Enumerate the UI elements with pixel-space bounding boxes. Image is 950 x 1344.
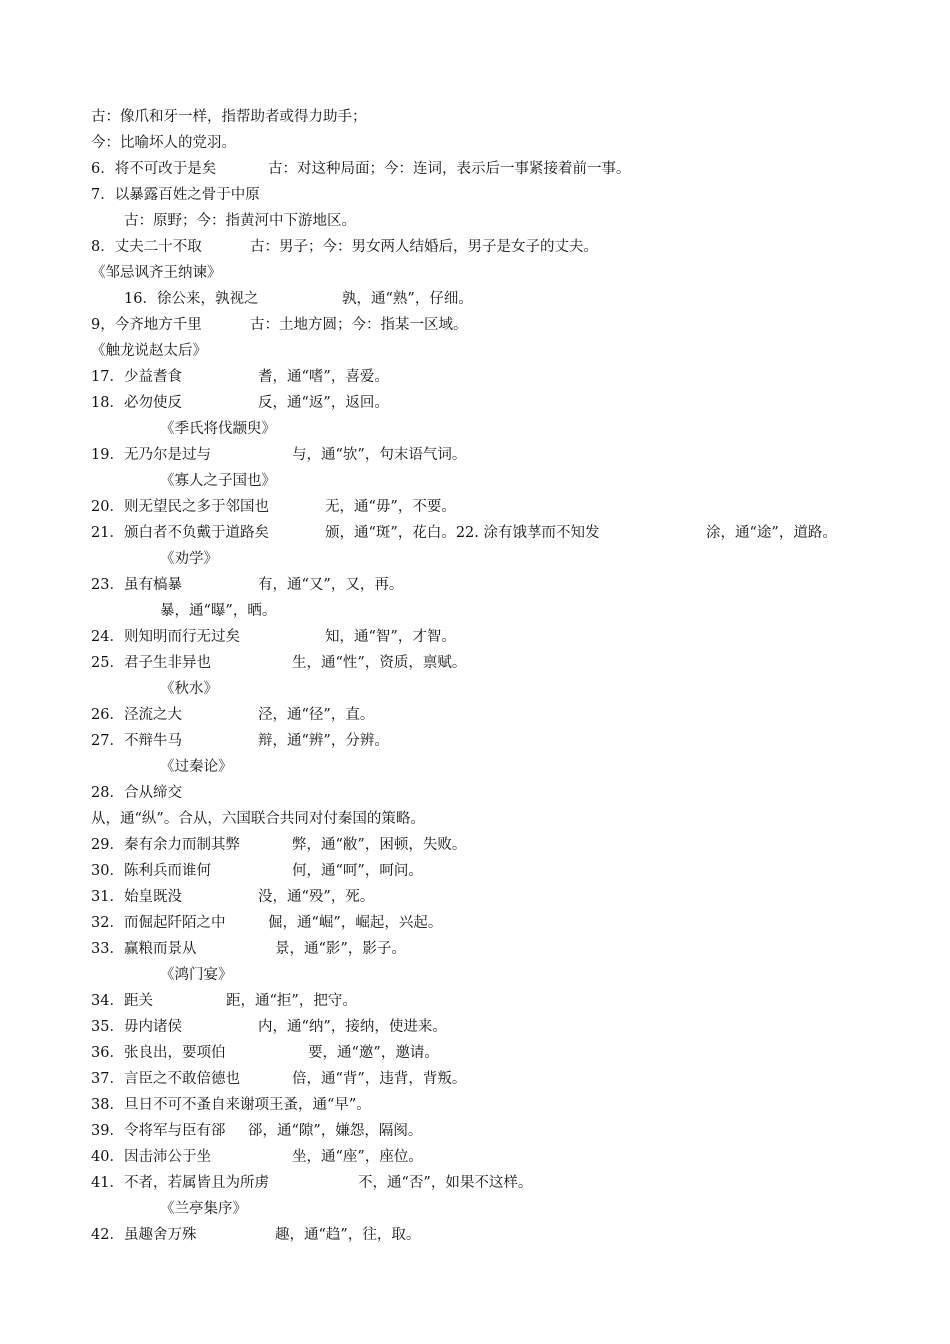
entry-text: 42．虽趣舍万殊	[91, 1227, 197, 1243]
entry-text: 41．不者，若属皆且为所虏	[91, 1175, 269, 1191]
entry-text: 29．秦有余力而制其弊	[91, 837, 240, 853]
entry-text: 《兰亭集序》	[160, 1201, 247, 1217]
entry-text: 19．无乃尔是过与	[91, 447, 211, 463]
entry-text: 18．必勿使反	[91, 395, 182, 411]
entry-text: 39．令将军与臣有郤	[91, 1123, 226, 1139]
entry-text: 23．虽有槁暴	[91, 577, 182, 593]
entry-text: 24．则知明而行无过矣	[91, 629, 240, 645]
entry-text: 35．毋内诸侯	[91, 1019, 182, 1035]
entry-annotation: 与，通“欤”，句末语气词。	[292, 447, 467, 463]
entry-text: 38．旦日不可不蚤自来谢项王蚤，通“早”。	[91, 1097, 371, 1113]
entry-annotation: 耆，通“嗜”，喜爱。	[258, 369, 389, 385]
entry-annotation: 无，通“毋”，不要。	[325, 499, 456, 515]
entry-annotation: 弊，通“敝”，困顿，失败。	[292, 837, 467, 853]
entry-annotation: 景，通“影”，影子。	[275, 941, 406, 957]
entry-annotation: 孰，通“熟”，仔细。	[342, 291, 473, 307]
entry-text: 古：像爪和牙一样，指帮助者或得力助手；	[91, 109, 367, 125]
entry-text: 30．陈利兵而谁何	[91, 863, 211, 879]
entry-annotation: 古：土地方圆；今：指某一区域。	[250, 317, 468, 333]
entry-text: 31．始皇既没	[91, 889, 182, 905]
entry-annotation: 泾，通“径”，直。	[258, 707, 375, 723]
entry-annotation: 趣，通“趋”，往，取。	[275, 1227, 421, 1243]
entry-text: 从，通“纵”。合从，六国联合共同对付秦国的策略。	[91, 811, 425, 827]
entry-annotation: 坐，通“座”，座位。	[292, 1149, 423, 1165]
entry-annotation: 倍，通“背”，违背，背叛。	[292, 1071, 467, 1087]
entry-text: 《劝学》	[160, 551, 218, 567]
entry-annotation: 古：对这种局面；今：连词，表示后一事紧接着前一事。	[268, 161, 631, 177]
entry-text: 32．而倔起阡陌之中	[91, 915, 226, 931]
entry-text: 《季氏将伐颛臾》	[160, 421, 276, 437]
entry-annotation: 反，通“返”，返回。	[258, 395, 389, 411]
entry-text: 古：原野；今：指黄河中下游地区。	[124, 213, 356, 229]
entry-annotation: 古：男子；今：男女两人结婚后，男子是女子的丈夫。	[250, 239, 598, 255]
entry-text: 25．君子生非异也	[91, 655, 211, 671]
entry-text: 《触龙说赵太后》	[91, 343, 207, 359]
entry-text: 37．言臣之不敢倍德也	[91, 1071, 240, 1087]
entry-text: 17．少益耆食	[91, 369, 182, 385]
entry-text: 26．泾流之大	[91, 707, 182, 723]
entry-annotation: 要，通“邀”，邀请。	[308, 1045, 439, 1061]
entry-annotation: 知，通“智”，才智。	[325, 629, 456, 645]
entry-annotation: 倔，通“崛”，崛起，兴起。	[268, 915, 443, 931]
entry-text: 33．赢粮而景从	[91, 941, 197, 957]
entry-annotation: 内，通“纳”，接纳，使进来。	[258, 1019, 447, 1035]
entry-text: 《寡人之子国也》	[160, 473, 276, 489]
entry-text: 《邹忌讽齐王纳谏》	[91, 265, 222, 281]
entry-text: 20．则无望民之多于邻国也	[91, 499, 269, 515]
entry-text: 16．徐公来，孰视之	[124, 291, 259, 307]
entry-text: 暴，通“曝”，晒。	[160, 603, 277, 619]
entry-annotation: 郤，通“隙”，嫌怨，隔阂。	[248, 1123, 423, 1139]
entry-annotation: 不，通“否”，如果不这样。	[358, 1175, 533, 1191]
entry-text: 《鸿门宴》	[160, 967, 233, 983]
entry-annotation: 颁，通“斑”，花白。22. 涂有饿莩而不知发	[325, 525, 600, 541]
entry-text: 《秋水》	[160, 681, 218, 697]
entry-text: 今：比喻坏人的党羽。	[91, 135, 236, 151]
entry-annotation: 何，通“呵”，呵问。	[292, 863, 423, 879]
entry-text: 21．颁白者不负戴于道路矣	[91, 525, 269, 541]
entry-annotation: 没，通“殁”，死。	[258, 889, 375, 905]
entry-annotation: 有，通“又”，又，再。	[258, 577, 404, 593]
entry-text: 27．不辩牛马	[91, 733, 182, 749]
entry-text: 40．因击沛公于坐	[91, 1149, 211, 1165]
entry-annotation: 生，通“性”，资质，禀赋。	[292, 655, 467, 671]
entry-text: 6．将不可改于是矣	[91, 161, 217, 177]
entry-text: 8．丈夫二十不取	[91, 239, 202, 255]
entry-text: 28．合从缔交	[91, 785, 182, 801]
entry-annotation: 辩，通“辨”，分辨。	[258, 733, 389, 749]
entry-text: 7．以暴露百姓之骨于中原	[91, 187, 260, 203]
entry-text: 36．张良出，要项伯	[91, 1045, 226, 1061]
entry-text: 34．距关	[91, 993, 153, 1009]
entry-annotation: 涂，通“途”，道路。	[706, 525, 837, 541]
entry-text: 9，今齐地方千里	[91, 317, 202, 333]
entry-annotation: 距，通“拒”，把守。	[226, 993, 357, 1009]
entry-text: 《过秦论》	[160, 759, 233, 775]
